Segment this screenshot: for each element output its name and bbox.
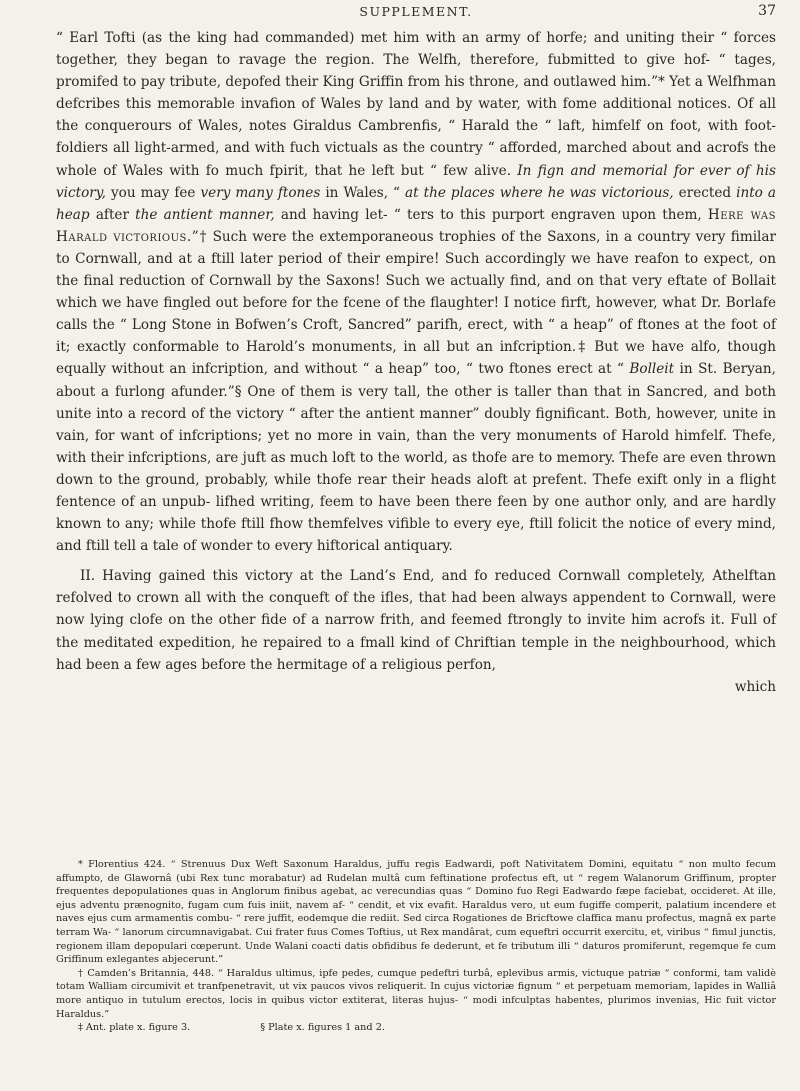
text-run: you may fee xyxy=(105,184,201,201)
text-run: “ Earl Tofti (as the king had commanded) met him with an army of horfe; and uniting their “ forces together, they began to ravage the region. The Welfh, therefore, fubmitted to give hof- “ tages, promifed to pay tribute, depofed their King Griffin from his throne, and outlawed him.”* Yet a Welfhman defcribes this memorable invafion of Wales by land and by water, with fome additional notices. Of all the conquerours of Wales, notes Giraldus Cambrenfis, “ Harald the “ laft, himfelf on foot, with foot-foldiers all light-armed, and with fuch victuals as the country “ afforded, marched about and acrofs the whole of Wales with fo much fpirit, that he left but “ few alive. xyxy=(56,30,776,179)
italic-run: into a heap xyxy=(56,184,776,223)
small-caps-run: Here was Harald victorious. xyxy=(56,206,776,245)
footnote-4: § Plate x. figures 1 and 2. xyxy=(260,1022,385,1034)
page-number: 37 xyxy=(758,3,776,19)
italic-run: at the places where he was victorious, xyxy=(405,184,674,201)
italic-run: Bolleit xyxy=(629,361,675,378)
footnotes xyxy=(56,858,776,1035)
text-run: after xyxy=(89,206,136,223)
italic-run: very many ftones xyxy=(200,184,321,201)
text-run: in Wales, “ xyxy=(320,184,406,201)
text-run: in St. Beryan, about a furlong afunder.”§ One of them is very tall, the other is taller than that in Sancred, and both unite into a record of the victory “ after the antient manner” doubly fignificant. Both, however, unite in vain, for want of infcriptions; yet no more in vain, than the very monuments of Harold himfelf. Thefe, with their infcriptions, are juft as much loft to the world, as thofe are to memory. Thefe are even thrown down to the ground, probably, while thofe rear their heads aloft at prefent. Thefe exift only in a flight fentence of an unpub- lifhed writing, feem to have been there feen by one author only, and are hardly known to any; while thofe ftill fhow themfelves vifible to every eye, ftill folicit the notice of every mind, and ftill tell a tale of wonder to every hiftorical antiquary. xyxy=(56,361,776,555)
text-run: ”† Such were the extemporaneous trophies of the Saxons, in a country very fimilar to Cornwall, and at a ftill later period of their empire! Such accordingly we have reafon to expect, on the final reduction of Cornwall by the Saxons! Such we actually find, and on that very eftate of Bollait which we have fingled out before for the fcene of the flaughter! I notice firft, however, what Dr. Borlafe calls the “ Long Stone in Bofwen’s Croft, Sancred” parifh, erect, with “ a heap” of ftones at the foot of it; exactly conformable to Harold’s monuments, in all but an infcription.‡ But we have alfo, though equally without an infcription, and without “ a heap” too, “ two ftones erect at “ xyxy=(56,228,777,378)
running-head xyxy=(56,4,776,24)
footnote-1: * Florentius 424. “ Strenuus Dux Weft Saxonum Haraldus, juffu regis Eadwardi, poft Nativitatem Domini, equitatu “ non multo fecum affumpto, de Glawornâ (ubi Rex tunc morabatur) ad Rudelan multâ cum feftinatione profectus eft, ut “ regem Walanorum Griffinum, propter frequentes depopulationes quas in Anglorum finibus agebat, ac verecundias quas “ Domino fuo Regi Eadwardo fæpe faciebat, occideret. At ille, ejus adventu prænognito, fugam cum fuis iniit, navem af- “ cendit, et vix evafit. Haraldus vero, ut eum fugiffe comperit, palatium incendere et naves ejus cum armamentis combu- “ rere juffit, eodemque die rediit. Sed circa Rogationes de Bricftowe claffica manu profectus, magnâ ex parte terram Wa- “ lanorum circumnavigabat. Cui frater fuus Comes Toftius, ut Rex mandârat, cum equeftri occurrit exercitu, et, viribus “ fimul junctis, regionem illam depopulari cœperunt. Unde Walani coacti datis obfidibus fe dederunt, et fe tributum illi “ daturos promiferunt, regemque fe cum Griffinum exlegantes abjecerunt.” xyxy=(56,859,776,966)
footnote-3: ‡ Ant. plate x. figure 3. xyxy=(78,1022,191,1034)
footnote-3-4 xyxy=(56,1021,776,1035)
italic-run: In fign and memorial for ever of his victory, xyxy=(56,162,776,201)
paragraph-2: II. Having gained this victory at the Land’s End, and fo reduced Cornwall completely, Athelftan refolved to crown all with the conqueft of the ifles, that had been always appendent to Cornwall, were now lying clofe on the other fide of a narrow frith, and feemed ftrongly to invite him acrofs it. Full of the meditated expedition, he repaired to a fmall kind of Chriftian temple in the neighbourhood, which had been a few ages before the hermitage of a religious perfon, xyxy=(56,568,776,673)
body-text xyxy=(56,27,776,698)
text-run: and having let- “ ters to this purport engraven upon them, xyxy=(274,206,708,223)
running-title: SUPPLEMENT. xyxy=(359,4,473,19)
text-run: erected xyxy=(673,184,737,201)
paragraph-1 xyxy=(56,27,776,557)
italic-run: the antient manner, xyxy=(135,206,275,223)
catchword: which xyxy=(734,678,776,695)
footnote-2: † Camden’s Britannia, 448. “ Haraldus ultimus, ipfe pedes, cumque pedeftri turbâ, eplevibus armis, victuque patriæ “ conformi, tam validè totam Walliam circumivit et tranfpenetravit, ut vix paucos vivos reliquerit. In cujus victoriæ fignum “ et perpetuam memoriam, lapides in Walliâ more antiquo in tutulum erectos, locis in quibus victor extiterat, literas hujus- “ modi infculptas habentes, plurimos invenias, Hic fuit victor Haraldus.” xyxy=(56,967,776,1020)
